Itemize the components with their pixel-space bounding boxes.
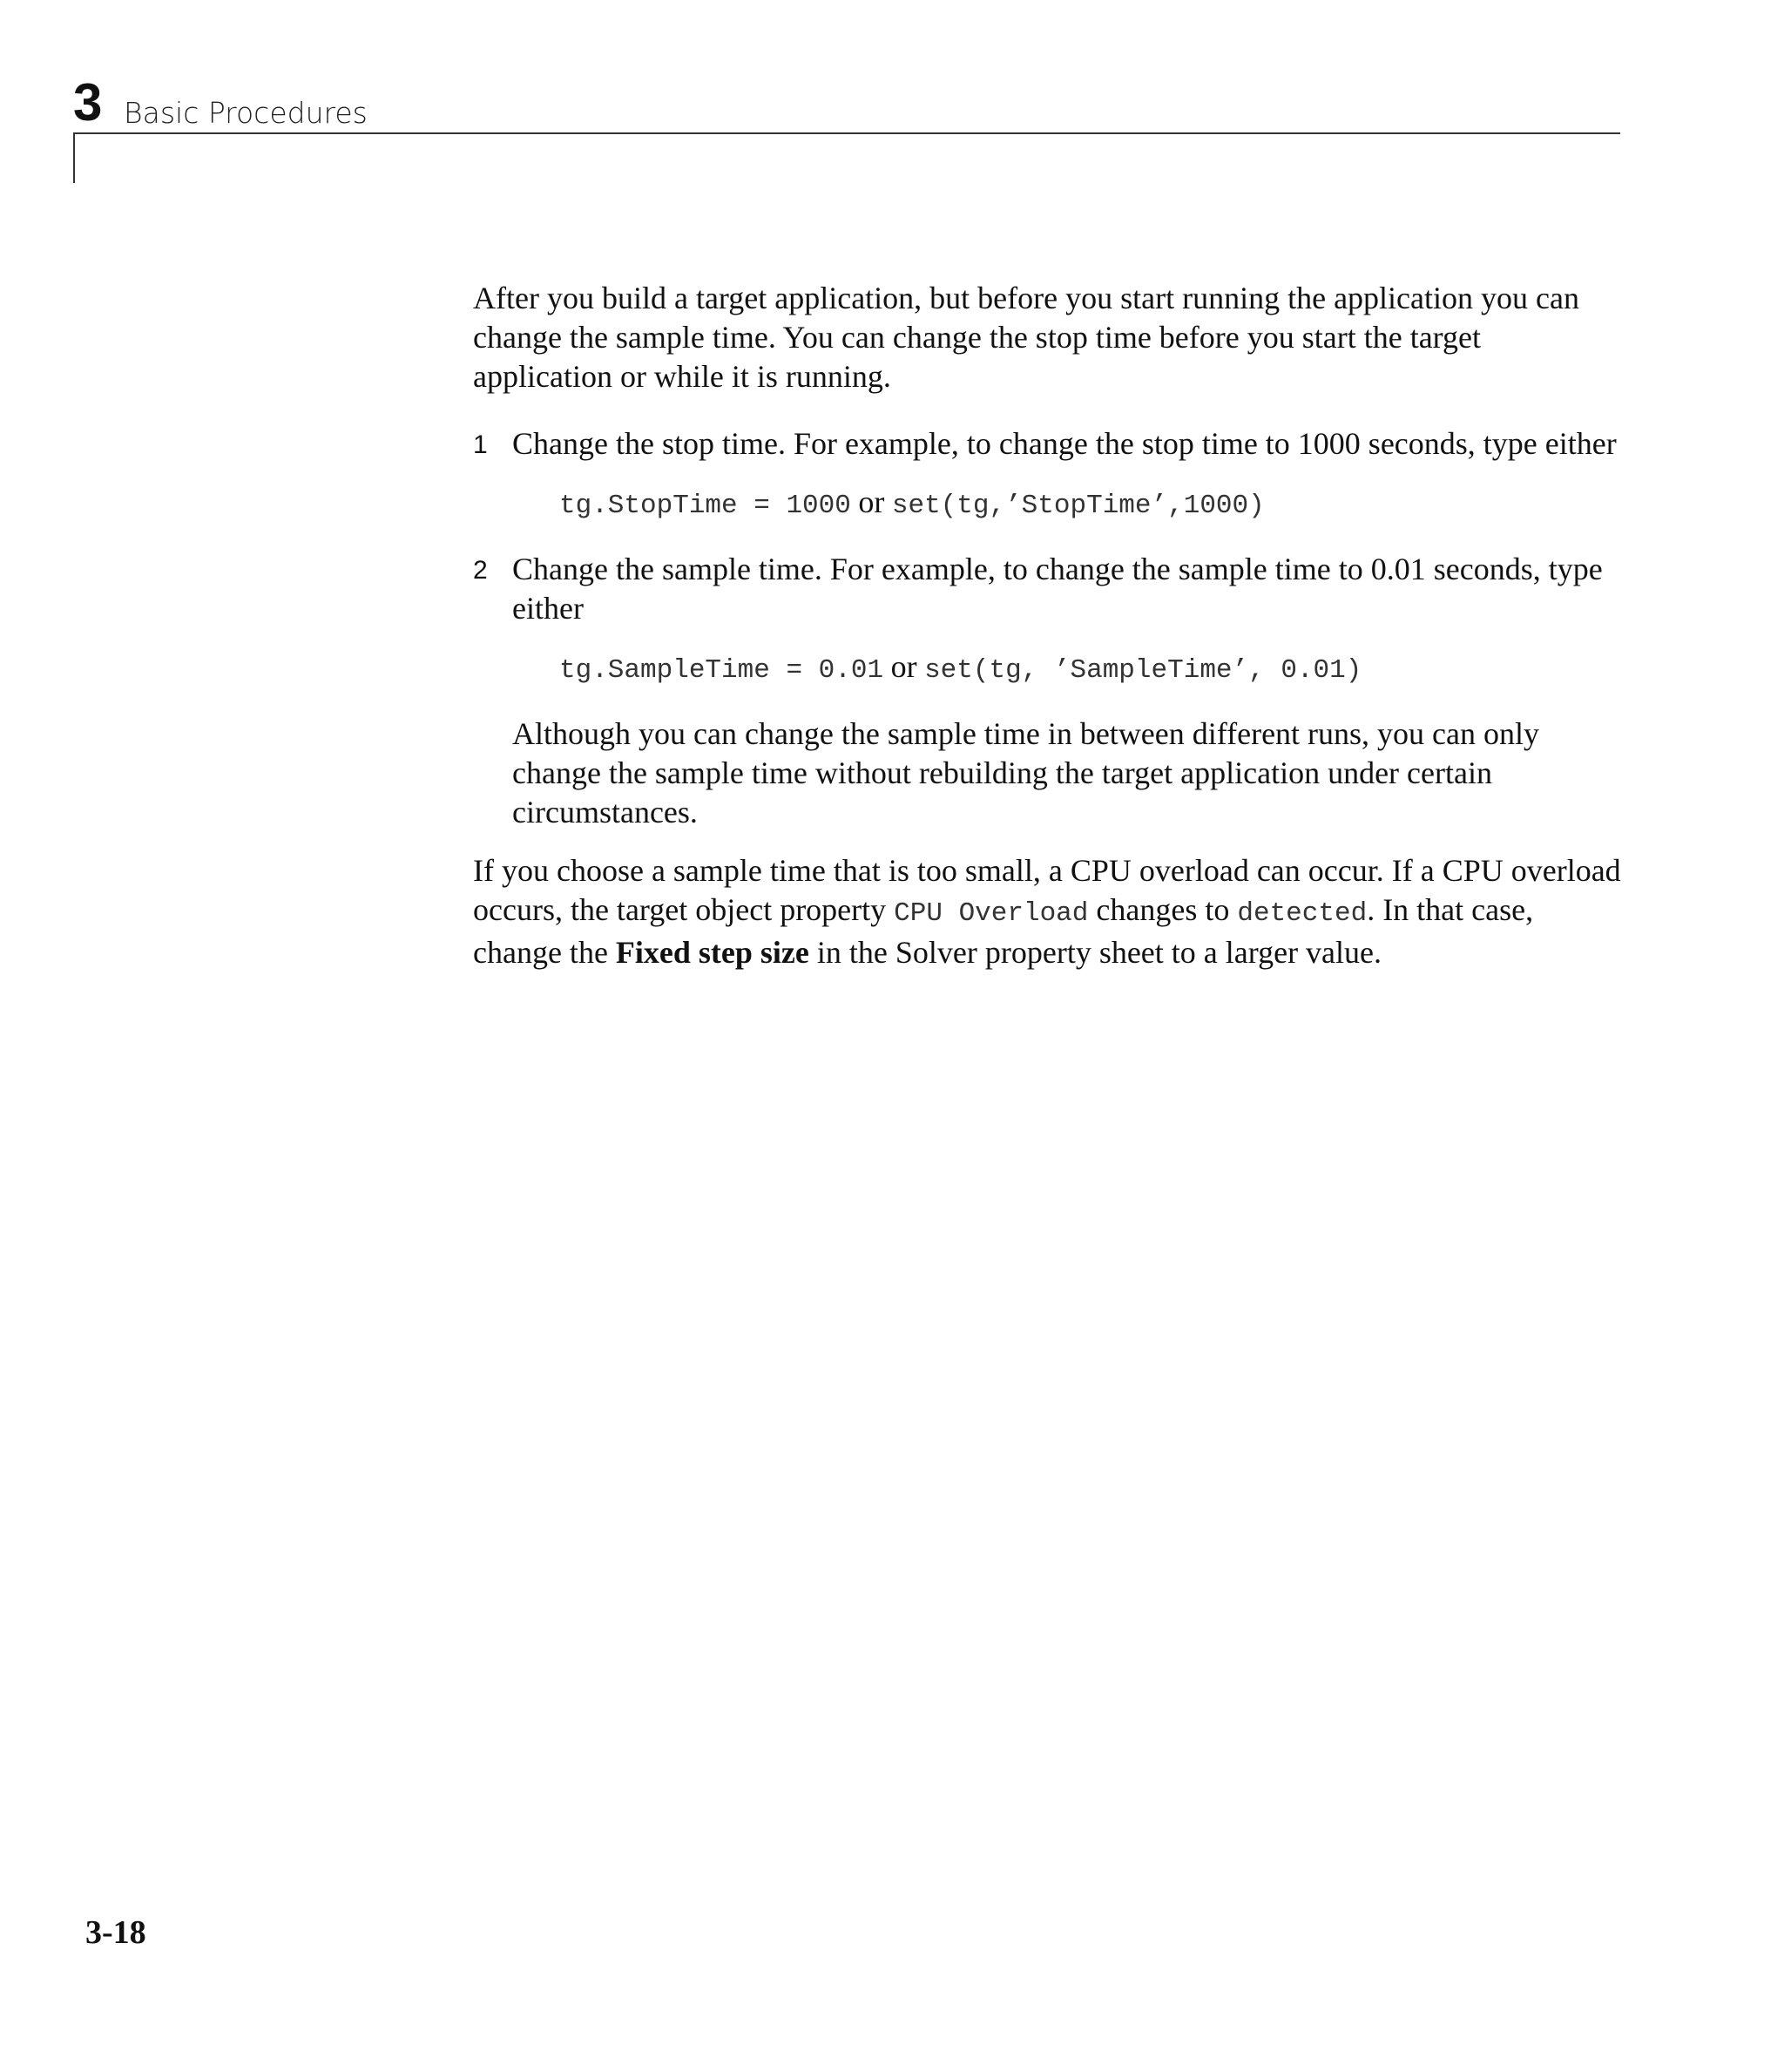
code-snippet: set(tg,’StopTime’,1000)	[891, 491, 1265, 521]
running-header	[73, 75, 1620, 136]
page-number: 3-18	[85, 1914, 146, 1951]
code-example-1	[559, 483, 1623, 525]
chapter-title: Basic Procedures	[124, 96, 368, 130]
sample-time-note: Although you can change the sample time in between different runs, you can only change the sample time without rebuilding the target application under certain circumstances.	[512, 716, 1539, 829]
step-text: Change the stop time. For example, to change the stop time to 1000 seconds, type either	[512, 426, 1617, 461]
header-tick	[73, 132, 75, 183]
property-name: CPU Overload	[894, 898, 1089, 929]
overload-text: . In that case, change the	[473, 892, 1534, 970]
code-snippet: set(tg, ’SampleTime’, 0.01)	[924, 655, 1362, 686]
code-snippet: tg.StopTime = 1000	[559, 491, 851, 521]
or-connector: or	[890, 649, 917, 684]
property-value: detected	[1237, 898, 1368, 929]
page-body	[473, 279, 1623, 972]
step-1	[473, 424, 1623, 464]
overload-text: If you choose a sample time that is too small, a CPU overload can occur. If a CPU overload occurs, the target object property	[473, 853, 1621, 927]
code-snippet: tg.SampleTime = 0.01	[559, 655, 884, 686]
step-number: 1	[473, 430, 488, 459]
intro-paragraph: After you build a target application, but before you start running the application you can change the sample time. You can change the stop time before you start the target application or while it is running.	[473, 281, 1579, 394]
overload-text: in the Solver property sheet to a larger value.	[808, 935, 1382, 970]
header-rule	[73, 132, 1620, 134]
or-connector: or	[858, 484, 885, 519]
overload-text: changes to	[1088, 892, 1238, 927]
step-2	[473, 550, 1623, 628]
setting-name: Fixed step size	[615, 935, 809, 970]
step-text: Change the sample time. For example, to change the sample time to 0.01 seconds, type either	[512, 552, 1603, 626]
step-number: 2	[473, 556, 488, 585]
code-example-2	[559, 647, 1623, 690]
chapter-number: 3	[73, 73, 103, 132]
overload-paragraph	[473, 851, 1623, 972]
